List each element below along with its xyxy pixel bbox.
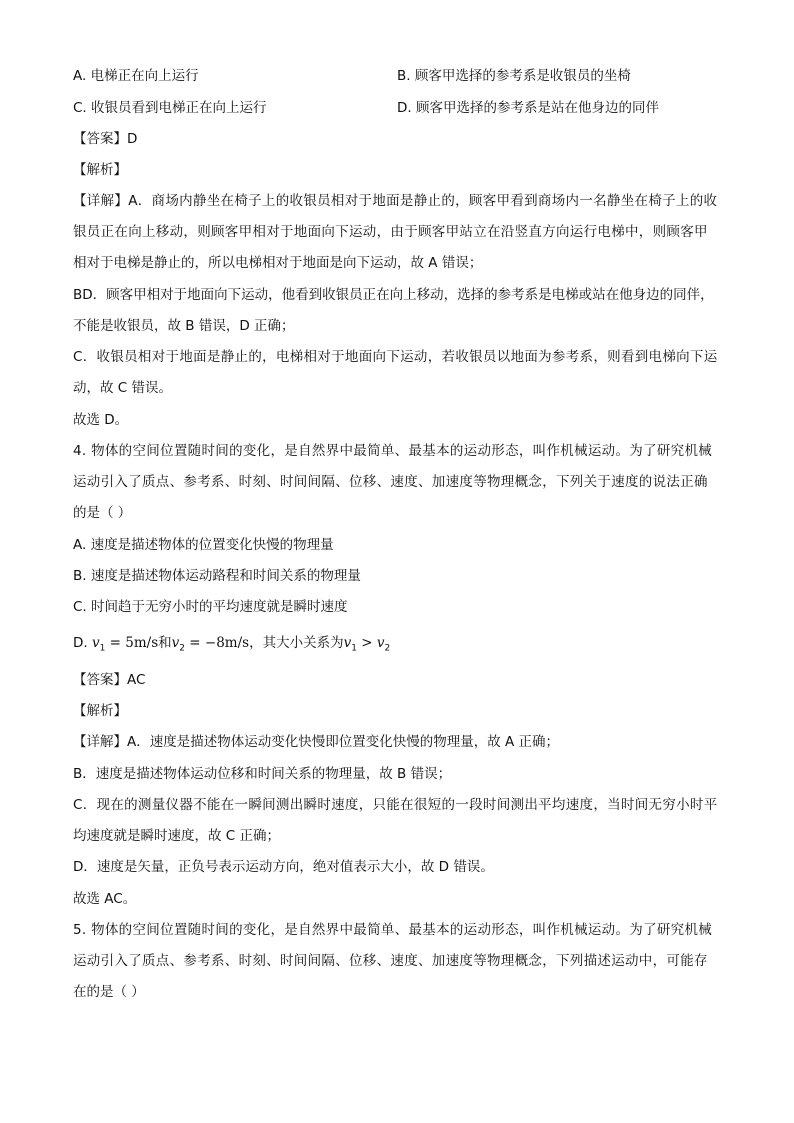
- q3-option-c: C. 收银员看到电梯正在向上运行: [73, 100, 267, 116]
- q5-stem-line: 运动引入了质点、参考系、时刻、时间间隔、位移、速度、加速度等物理概念，下列描述运动中，可能存: [73, 953, 708, 969]
- and-text: 和: [158, 635, 172, 651]
- relation-text: ，其大小关系为: [249, 635, 344, 651]
- q4-conclusion: 故选 AC。: [73, 891, 137, 907]
- v2-subscript: 2: [179, 643, 185, 654]
- q4-option-d-prefix: D.: [73, 635, 92, 651]
- v1-subscript: 1: [351, 643, 357, 654]
- q3-option-b: B. 顾客甲选择的参考系是收银员的坐椅: [397, 68, 631, 84]
- q3-analysis-label: 【解析】: [73, 162, 127, 178]
- q4-stem-line: 的是（ ）: [73, 505, 132, 521]
- v2-symbol: v: [376, 635, 385, 651]
- v1-equation: = 5m/s: [105, 635, 159, 651]
- q4-option-c: C. 时间趋于无穷小时的平均速度就是瞬时速度: [73, 599, 348, 615]
- v2-subscript: 2: [384, 643, 391, 654]
- greater-than: >: [356, 635, 377, 651]
- v1-symbol: v: [343, 635, 352, 651]
- q4-option-b: B. 速度是描述物体运动路程和时间关系的物理量: [73, 568, 361, 584]
- q3-analysis-line: C．收银员相对于地面是静止的，电梯相对于地面向下运动，若收银员以地面为参考系，则看到电梯向下运: [73, 349, 718, 365]
- q4-analysis-line: C．现在的测量仪器不能在一瞬间测出瞬时速度，只能在很短的一段时间测出平均速度，当时间无穷小时平: [73, 797, 718, 813]
- q3-option-a: A. 电梯正在向上运行: [73, 68, 199, 84]
- q3-answer: 【答案】D: [73, 131, 138, 147]
- q4-option-d: [73, 633, 390, 659]
- q4-analysis-line: B．速度是描述物体运动位移和时间关系的物理量，故 B 错误；: [73, 766, 452, 782]
- q3-analysis-line: 【详解】A．商场内静坐在椅子上的收银员相对于地面是静止的，顾客甲看到商场内一名静坐在椅子上的收: [73, 193, 718, 209]
- q3-analysis-line: 相对于电梯是静止的，所以电梯相对于地面是向下运动，故 A 错误；: [73, 255, 483, 271]
- q4-stem-line: 运动引入了质点、参考系、时刻、时间间隔、位移、速度、加速度等物理概念，下列关于速度的说法正确: [73, 474, 708, 490]
- v2-equation: = −8m/s: [185, 635, 250, 651]
- q4-analysis-line: D．速度是矢量，正负号表示运动方向，绝对值表示大小，故 D 错误。: [73, 859, 494, 875]
- q5-stem-line: 5. 物体的空间位置随时间的变化，是自然界中最简单、最基本的运动形态，叫作机械运动。为了研究机械: [73, 922, 713, 938]
- q3-analysis-line: 不能是收银员，故 B 错误，D 正确；: [73, 318, 295, 334]
- q4-stem-line: 4. 物体的空间位置随时间的变化，是自然界中最简单、最基本的运动形态，叫作机械运动。为了研究机械: [73, 443, 713, 459]
- q4-analysis-line: 【详解】A．速度是描述物体运动变化快慢即位置变化快慢的物理量，故 A 正确；: [73, 734, 560, 750]
- q3-analysis-line: BD．顾客甲相对于地面向下运动，他看到收银员正在向上移动，选择的参考系是电梯或站在他身边的同伴，: [73, 287, 714, 303]
- q4-analysis-line: 均速度就是瞬时速度，故 C 正确；: [73, 828, 281, 844]
- q3-analysis-line: 动，故 C 错误。: [73, 380, 173, 396]
- v2-symbol: v: [171, 635, 180, 651]
- q3-option-d: D. 顾客甲选择的参考系是站在他身边的同伴: [397, 100, 659, 116]
- q5-stem-line: 在的是（ ）: [73, 984, 145, 1000]
- q3-analysis-line: 银员正在向上移动，则顾客甲相对于地面向下运动，由于顾客甲站立在沿竖直方向运行电梯中，则顾客甲: [73, 224, 708, 240]
- q4-analysis-label: 【解析】: [73, 703, 127, 719]
- q3-conclusion: 故选 D。: [73, 412, 129, 428]
- v1-subscript: 1: [99, 643, 106, 654]
- q4-answer: 【答案】AC: [73, 672, 146, 688]
- v1-symbol: v: [91, 635, 100, 651]
- q4-option-a: A. 速度是描述物体的位置变化快慢的物理量: [73, 537, 334, 553]
